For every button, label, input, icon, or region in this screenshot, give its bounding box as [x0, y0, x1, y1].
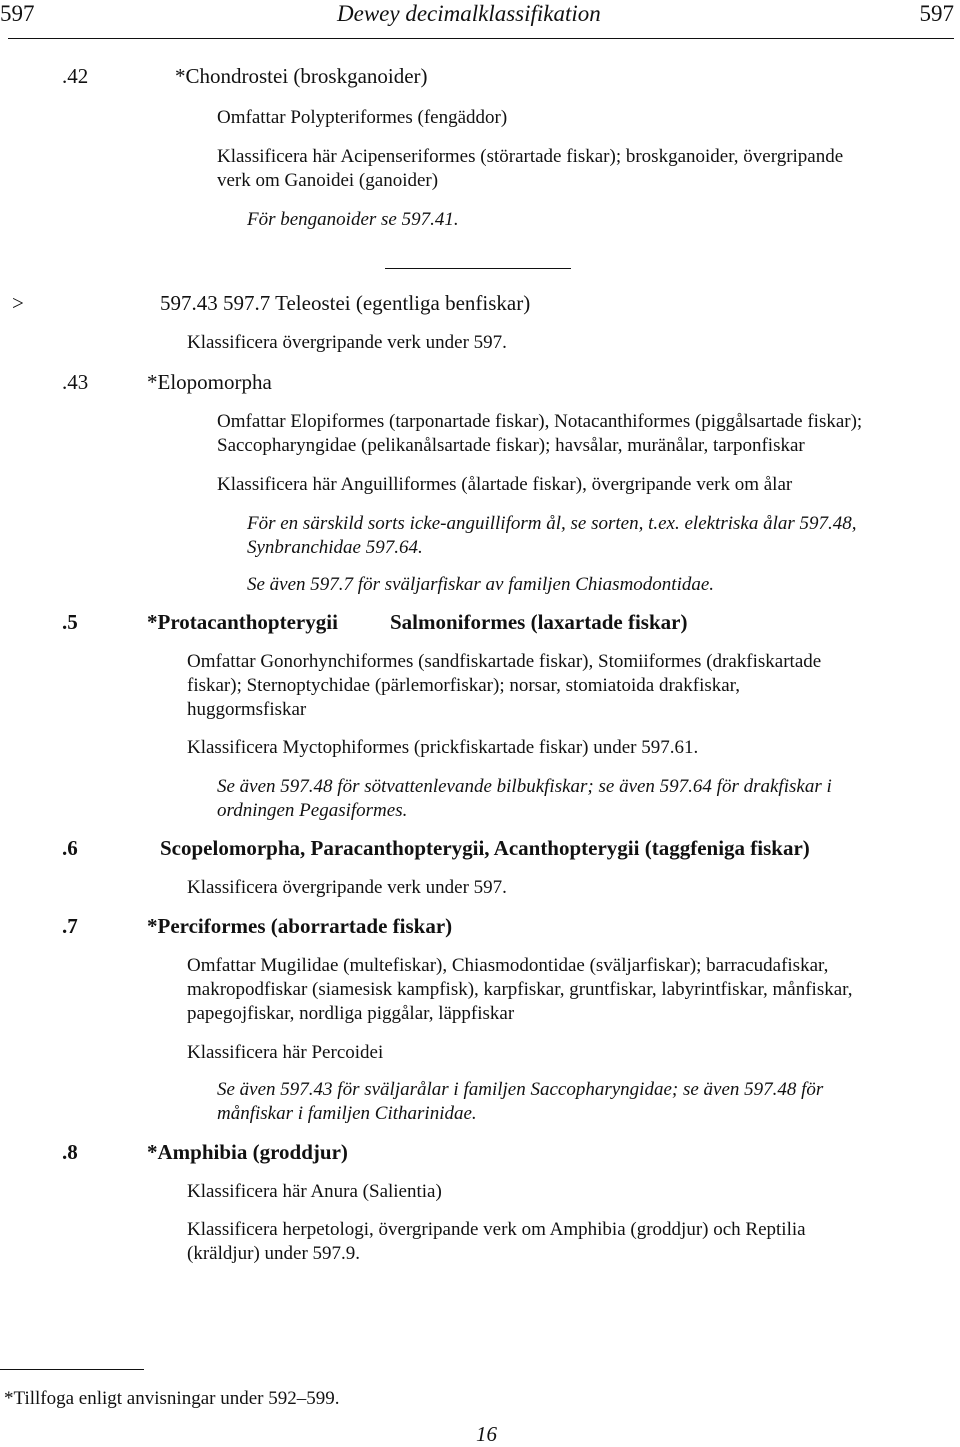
entry-7-see-also-line: månfiskar i familjen Citharinidae. [217, 1103, 477, 1124]
entry-43-see-also: Se även 597.7 för sväljarfiskar av familjen Chiasmodontidae. [247, 574, 715, 595]
entry-5-classify: Klassificera Myctophiformes (prickfiskartade fiskar) under 597.61. [187, 737, 699, 758]
span-note: Klassificera övergripande verk under 597. [187, 332, 507, 353]
entry-8-heading: *Amphibia (groddjur) [147, 1140, 348, 1164]
entry-8-classify: Klassificera här Anura (Salientia) [187, 1181, 442, 1202]
entry-8-classify-herpetology-line: Klassificera herpetologi, övergripande verk om Amphibia (groddjur) och Reptilia [187, 1219, 806, 1240]
entry-43-includes [217, 410, 862, 458]
entry-5-see-also [217, 775, 832, 823]
entry-8-classify-herpetology [187, 1218, 806, 1266]
entry-6-number: .6 [62, 836, 78, 860]
entry-42-number: .42 [62, 64, 89, 88]
entry-8-classify-herpetology-line: (kräldjur) under 597.9. [187, 1243, 361, 1264]
entry-6-classify: Klassificera övergripande verk under 597. [187, 877, 507, 898]
entry-5-number: .5 [62, 610, 78, 634]
entry-43-heading: *Elopomorpha [147, 370, 272, 394]
header-right-number: 597 [919, 1, 954, 26]
entry-7-includes [187, 954, 852, 1026]
entry-5-includes [187, 650, 821, 722]
entry-42-heading: *Chondrostei (broskganoider) [175, 64, 428, 88]
entry-7-see-also [217, 1078, 823, 1126]
entry-7-includes-line: makropodfiskar (siamesisk kampfisk), karpfiskar, gruntfiskar, labyrintfiskar, månfiskar, [187, 979, 853, 1000]
entry-42-includes: Omfattar Polypteriformes (fengäddor) [217, 107, 508, 128]
entry-6-heading: Scopelomorpha, Paracanthopterygii, Acanthopterygii (taggfeniga fiskar) [160, 836, 810, 860]
entry-7-includes-line: Omfattar Mugilidae (multefiskar), Chiasmodontidae (sväljarfiskar); barracudafiskar, [187, 955, 829, 976]
header-left-number: 597 [0, 1, 35, 26]
entry-42-classify-line: verk om Ganoidei (ganoider) [217, 170, 439, 191]
entry-7-includes-line: papegojfiskar, nordliga piggålar, läppfiskar [187, 1003, 515, 1024]
entry-5-heading-secondary: Salmoniformes (laxartade fiskar) [390, 610, 688, 634]
span-marker: > [12, 291, 24, 315]
entry-43-includes-line: Saccopharyngidae (pelikanålsartade fiskar); havsålar, muränålar, tarponfiskar [217, 435, 805, 456]
span-heading: 597.43 597.7 Teleostei (egentliga benfiskar) [160, 291, 531, 315]
entry-43-see-line: För en särskild sorts icke-anguilliform ål, se sorten, t.ex. elektriska ålar 597.48, [247, 513, 857, 534]
page-number: 16 [476, 1422, 497, 1446]
entry-42-classify [217, 145, 843, 193]
entry-5-includes-line: fiskar); Sternoptychidae (pärlemorfiskar); norsar, stomiatoida drakfiskar, [187, 675, 740, 696]
section-divider [385, 268, 571, 269]
entry-42-see: För benganoider se 597.41. [247, 209, 459, 230]
entry-43-number: .43 [62, 370, 89, 394]
entry-8-number: .8 [62, 1140, 78, 1164]
footnote: *Tillfoga enligt anvisningar under 592–599. [4, 1388, 340, 1409]
entry-7-number: .7 [62, 914, 78, 938]
entry-7-see-also-line: Se även 597.43 för sväljarålar i familjen Saccopharyngidae; se även 597.48 för [217, 1079, 824, 1100]
header-title: Dewey decimalklassifikation [337, 1, 601, 26]
entry-5-includes-line: huggormsfiskar [187, 699, 307, 720]
entry-7-classify: Klassificera här Percoidei [187, 1042, 384, 1063]
entry-43-classify: Klassificera här Anguilliformes (ålartade fiskar), övergripande verk om ålar [217, 474, 793, 495]
entry-43-includes-line: Omfattar Elopiformes (tarponartade fiskar), Notacanthiformes (piggålsartade fiskar); [217, 411, 863, 432]
header-rule [8, 38, 954, 39]
entry-7-heading: *Perciformes (aborrartade fiskar) [147, 914, 453, 938]
entry-5-includes-line: Omfattar Gonorhynchiformes (sandfiskartade fiskar), Stomiiformes (drakfiskartade [187, 651, 822, 672]
entry-5-heading: *Protacanthopterygii [147, 610, 338, 634]
footnote-rule [0, 1369, 144, 1370]
entry-43-see-line: Synbranchidae 597.64. [247, 537, 423, 558]
entry-42-classify-line: Klassificera här Acipenseriformes (störartade fiskar); broskganoider, övergripande [217, 146, 844, 167]
entry-5-see-also-line: ordningen Pegasiformes. [217, 800, 408, 821]
entry-5-see-also-line: Se även 597.48 för sötvattenlevande bilbukfiskar; se även 597.64 för drakfiskar i [217, 776, 832, 797]
entry-43-see [247, 512, 857, 560]
